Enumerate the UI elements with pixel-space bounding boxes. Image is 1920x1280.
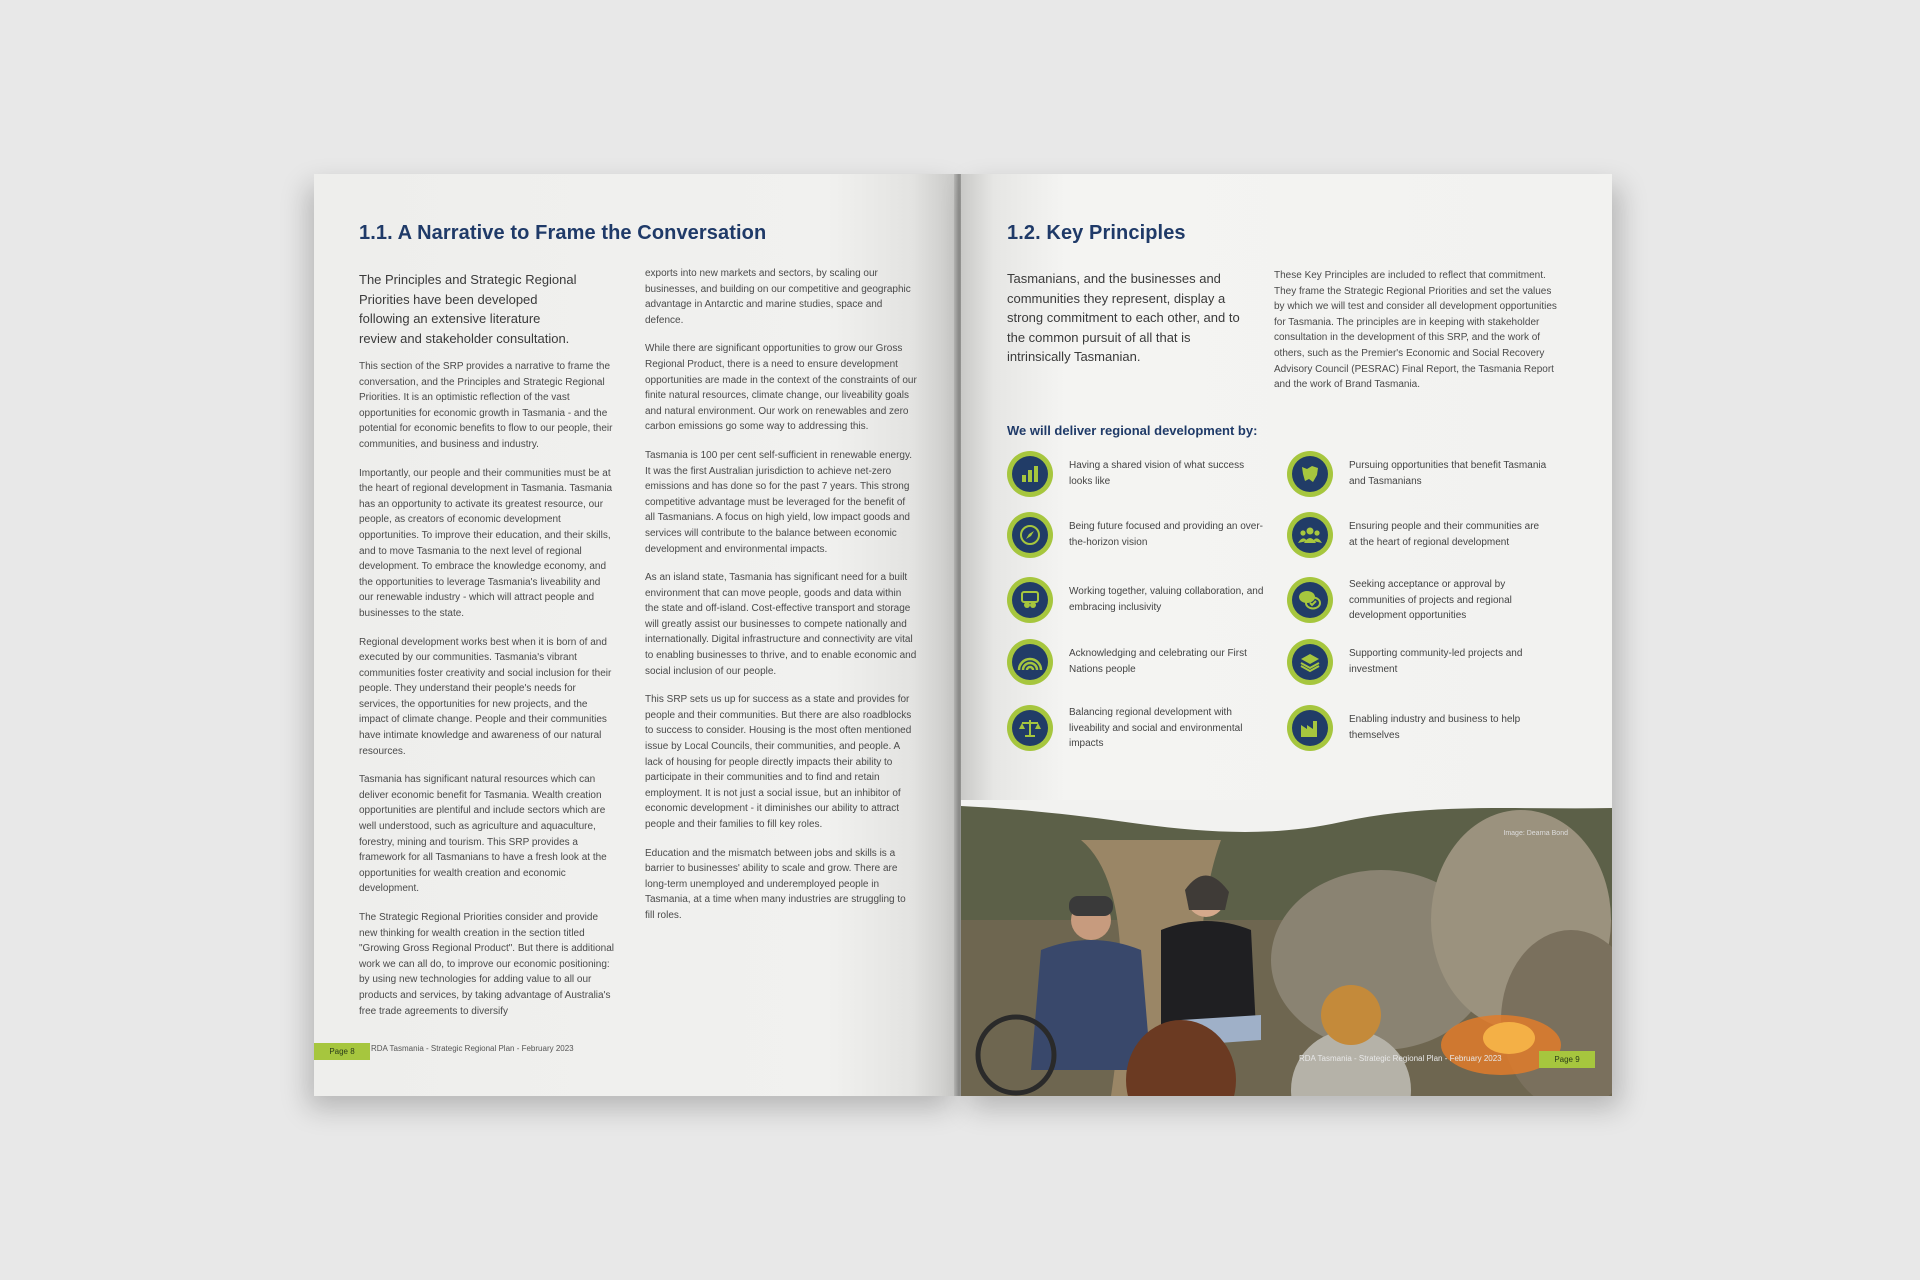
principle-text: Having a shared vision of what success looks like — [1069, 460, 1245, 487]
footer-text: RDA Tasmania - Strategic Regional Plan - February 2023 — [1299, 1054, 1502, 1063]
body-paragraph: The Strategic Regional Priorities consider and provide new thinking for wealth creation in the section titled "Growing Gross Regional Product". But there is additional work we can all do, to improve our economic positioning: by using new technologies for adding value to all our products and services, by taking advantage of Australia's free trade agreements to diversify — [359, 912, 615, 1017]
principle-text: Balancing regional development with liveability and social and environmental impacts — [1069, 707, 1243, 750]
body-paragraph: Tasmania has significant natural resources which can deliver economic benefit for Tasmania. Wealth creation opportunities are plentiful and include sectors which are well understood, such as agriculture and aquaculture, forestry, mining and tourism. This SRP provides a framework for all Tasmanians to have a fresh look at the opportunities for wealth creation and economic development. — [359, 774, 607, 895]
left-page — [314, 174, 957, 1096]
bar-chart-icon — [1007, 451, 1053, 497]
page-title: 1.2. Key Principles — [1007, 222, 1186, 244]
text-column-1 — [359, 359, 617, 1032]
body-paragraph: As an island state, Tasmania has significant need for a built environment that can move people, goods and data within the state and off-island. Cost-effective transport and storage will greatly assist our businesses to compete nationally and internationally. Digital infrastructure and connectivity are vital to enabling businesses to thrive, and to enable economic and social inclusion of our people. — [645, 572, 917, 677]
compass-icon — [1007, 512, 1053, 558]
tasmania-map-icon — [1287, 451, 1333, 497]
principle-item — [1287, 512, 1549, 558]
principle-item — [1287, 451, 1549, 497]
page-title: 1.1. A Narrative to Frame the Conversation — [359, 222, 767, 244]
body-paragraph: This section of the SRP provides a narrative to frame the conversation, and the Principles and Strategic Regional Priorities. It is an optimistic reflection of the vast opportunities for economic growth in Tasmania - and the potential for economic benefits to flow to our people, their communities, and business and industry. — [359, 361, 613, 450]
collaboration-icon — [1007, 577, 1053, 623]
right-page — [961, 174, 1612, 1096]
photo-illustration — [961, 800, 1612, 1096]
principle-item — [1287, 577, 1549, 624]
principle-item — [1007, 639, 1269, 685]
principle-text: Being future focused and providing an over-the-horizon vision — [1069, 521, 1264, 548]
body-paragraph: While there are significant opportunities to grow our Gross Regional Product, there is a need to ensure development opportunities are made in the context of the constraints of our finite natural resources, climate change, our liveability goals and natural environment. Our work on renewables and zero carbon emissions go some way to addressing this. — [645, 343, 917, 433]
principle-item — [1287, 639, 1549, 685]
intro-paragraph: These Key Principles are included to reflect that commitment. They frame the Strategic Regional Priorities and set the values by which we will test and consider all development opportunities for Tasmania. The principles are in keeping with stakeholder consultation in the development of this SRP, and the work of others, such as the Premier's Economic and Social Recovery Advisory Council (PESRAC) Final Report, the Tasmania Report and the work of Brand Tasmania. — [1274, 270, 1557, 391]
layers-icon — [1287, 639, 1333, 685]
principle-item — [1007, 451, 1269, 497]
text-column-2 — [645, 266, 917, 937]
principle-text: Ensuring people and their communities are at the heart of regional development — [1349, 521, 1540, 548]
balance-scale-icon — [1007, 705, 1053, 751]
principle-text: Supporting community-led projects and investment — [1349, 648, 1523, 675]
body-paragraph: Tasmania is 100 per cent self-sufficient in renewable energy. It was the first Australian jurisdiction to achieve net-zero emissions and has done so for the past 7 years. This strong competitive advantage must be leveraged for the benefit of all Tasmanians. A focus on high yield, low impact goods and services will contribute to the balance between economic development and environmental impacts. — [645, 449, 912, 555]
campfire-photo — [961, 800, 1612, 1096]
footer-text: RDA Tasmania - Strategic Regional Plan - February 2023 — [371, 1044, 574, 1053]
principle-text: Pursuing opportunities that benefit Tasmania and Tasmanians — [1349, 460, 1547, 487]
principle-item — [1007, 512, 1269, 558]
factory-icon — [1287, 705, 1333, 751]
lead-paragraph: Tasmanians, and the businesses and communities they represent, display a strong commitment to each other, and to the common pursuit of all that is intrinsically Tasmanian. — [1007, 271, 1240, 365]
principle-text: Acknowledging and celebrating our First Nations people — [1069, 648, 1247, 675]
body-paragraph: exports into new markets and sectors, by scaling our businesses, and building on our competitive and geographic advantage in Antarctic and marine studies, space and defence. — [645, 268, 911, 326]
principle-text: Enabling industry and business to help themselves — [1349, 714, 1521, 741]
body-paragraph: Importantly, our people and their communities must be at the heart of regional development in Tasmania. Tasmania has an opportunity to activate its greatest resource, our people, as creators of economic development opportunities. To improve their education, and their skills, and to move Tasmania to the next level of regional development. To embrace the knowledge economy, and the opportunities to leverage Tasmania's liveability and our renewable industry - which will attract people and businesses to the state. — [359, 467, 613, 619]
deliver-heading: We will deliver regional development by: — [1007, 423, 1258, 438]
principle-item — [1007, 705, 1269, 752]
brochure-spread — [314, 174, 1612, 1096]
body-paragraph: Education and the mismatch between jobs and skills is a barrier to businesses' ability to scale and grow. There are long-term unemployed and underemployed people in Tasmania, at a time when many industries are struggling to fill roles. — [645, 847, 906, 921]
page-number-tag: Page 9 — [1539, 1051, 1595, 1068]
page-number-tag: Page 8 — [314, 1043, 370, 1060]
lead-paragraph: The Principles and Strategic Regional Priorities have been developed following an extensive literature review and stakeholder consultation. — [359, 272, 577, 346]
people-group-icon — [1287, 512, 1333, 558]
principle-item — [1007, 577, 1269, 623]
speech-approval-icon — [1287, 577, 1333, 623]
image-credit: Image: Dearna Bond — [1503, 830, 1568, 837]
principle-item — [1287, 705, 1549, 751]
principle-text: Working together, valuing collaboration, and embracing inclusivity — [1069, 586, 1264, 613]
body-paragraph: This SRP sets us up for success as a state and provides for people and their communities. But there are also roadblocks to success to consider. Housing is the most often mentioned issue by Local Councils, their communities, and people. A lack of housing for people directly impacts their ability to participate in their communities and to find and retain employment. It is not just a social issue, but an inhibitor of economic development - it diminishes our ability to attract people and their families to fill key roles. — [645, 694, 912, 830]
principle-text: Seeking acceptance or approval by communities of projects and regional development opportunities — [1349, 579, 1512, 622]
rainbow-arcs-icon — [1007, 639, 1053, 685]
body-paragraph: Regional development works best when it is born of and executed by our communities. Tasmania's vibrant communities foster creativity and social inclusion for their people. They understand their people's needs for services, the opportunities for new projects, and the impact of climate change. People and their communities have intimate knowledge and awareness of our natural resources. — [359, 636, 612, 757]
